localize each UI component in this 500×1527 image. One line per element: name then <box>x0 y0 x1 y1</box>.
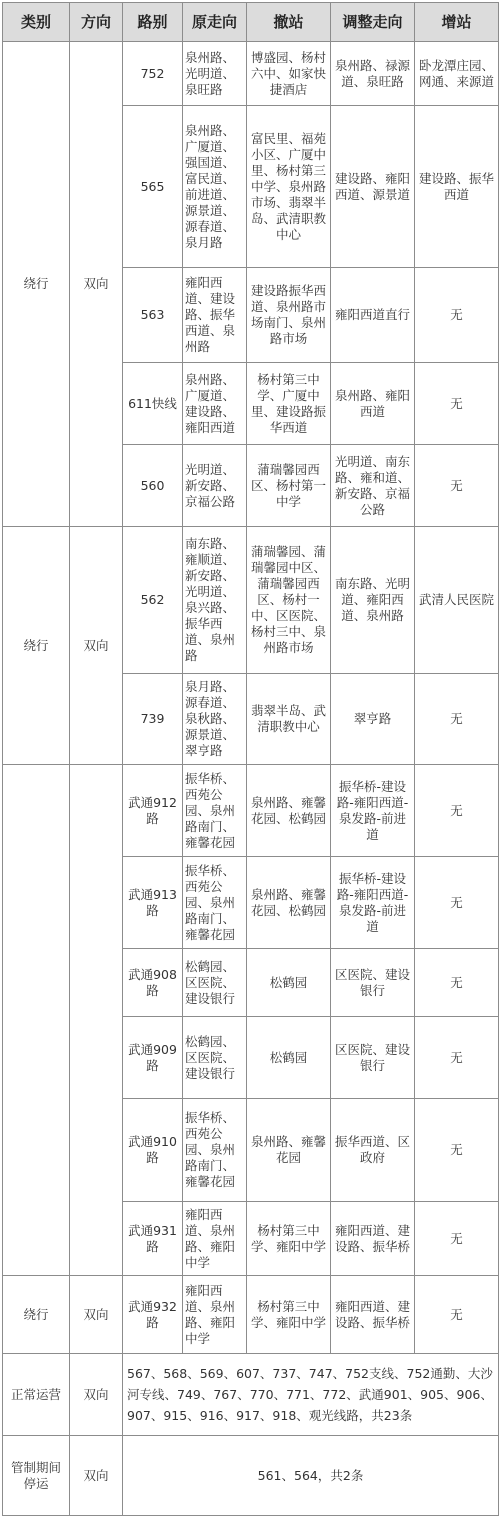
route-cell: 武通910路 <box>123 1099 183 1202</box>
category-cell: 绕行 <box>3 527 70 765</box>
original-cell: 雍阳西道、泉州路、雍阳中学 <box>183 1202 247 1276</box>
added-cell: 无 <box>415 445 499 527</box>
suspended-direction: 双向 <box>70 1436 123 1516</box>
original-cell: 松鹤园、区医院、建设银行 <box>183 1017 247 1099</box>
added-cell: 无 <box>415 363 499 445</box>
original-cell: 泉州路、广厦道、强国道、富民道、前进道、源景道、源春道、泉月路 <box>183 106 247 268</box>
table-row <box>3 1276 499 1354</box>
normal-category: 正常运营 <box>3 1354 70 1436</box>
route-cell: 武通908路 <box>123 949 183 1017</box>
original-cell: 雍阳西道、建设路、振华西道、泉州路 <box>183 268 247 363</box>
adjusted-cell: 区医院、建设银行 <box>331 949 415 1017</box>
removed-cell: 蒲瑞馨园西区、杨村第一中学 <box>247 445 331 527</box>
adjusted-cell: 泉州路、禄源道、泉旺路 <box>331 42 415 106</box>
normal-direction: 双向 <box>70 1354 123 1436</box>
table-row <box>3 42 499 106</box>
adjusted-cell: 雍阳西道、建设路、振华桥 <box>331 1276 415 1354</box>
direction-cell <box>70 765 123 1276</box>
route-cell: 562 <box>123 527 183 674</box>
header-original: 原走向 <box>183 3 247 42</box>
adjusted-cell: 翠亨路 <box>331 674 415 765</box>
removed-cell: 蒲瑞馨园、蒲瑞馨园中区、蒲瑞馨园西区、杨村一中、区医院、杨村三中、泉州路市场 <box>247 527 331 674</box>
added-cell: 无 <box>415 268 499 363</box>
original-cell: 松鹤园、区医院、建设银行 <box>183 949 247 1017</box>
adjusted-cell: 雍阳西道、建设路、振华桥 <box>331 1202 415 1276</box>
suspended-category: 管制期间停运 <box>3 1436 70 1516</box>
original-cell: 振华桥、西苑公园、泉州路南门、雍馨花园 <box>183 765 247 857</box>
added-cell: 无 <box>415 857 499 949</box>
direction-cell: 双向 <box>70 1276 123 1354</box>
adjusted-cell: 振华桥-建设路-雍阳西道-泉发路-前进道 <box>331 857 415 949</box>
removed-cell: 松鹤园 <box>247 1017 331 1099</box>
added-cell: 建设路、振华西道 <box>415 106 499 268</box>
category-cell: 绕行 <box>3 1276 70 1354</box>
original-cell: 泉月路、源春道、泉秋路、源景道、翠亨路 <box>183 674 247 765</box>
route-cell: 611快线 <box>123 363 183 445</box>
removed-cell: 泉州路、雍馨花园 <box>247 1099 331 1202</box>
removed-cell: 泉州路、雍馨花园、松鹤园 <box>247 765 331 857</box>
added-cell: 无 <box>415 765 499 857</box>
route-cell: 武通909路 <box>123 1017 183 1099</box>
direction-cell: 双向 <box>70 527 123 765</box>
removed-cell: 建设路振华西道、泉州路市场南门、泉州路市场 <box>247 268 331 363</box>
header-added: 增站 <box>415 3 499 42</box>
removed-cell: 泉州路、雍馨花园、松鹤园 <box>247 857 331 949</box>
route-cell: 武通931路 <box>123 1202 183 1276</box>
direction-cell: 双向 <box>70 42 123 527</box>
removed-cell: 翡翠半岛、武清职教中心 <box>247 674 331 765</box>
added-cell: 无 <box>415 1276 499 1354</box>
table-row <box>3 527 499 674</box>
added-cell: 无 <box>415 1017 499 1099</box>
route-cell: 752 <box>123 42 183 106</box>
removed-cell: 杨村第三中学、广厦中里、建设路振华西道 <box>247 363 331 445</box>
header-category: 类别 <box>3 3 70 42</box>
removed-cell: 博盛园、杨村六中、如家快捷酒店 <box>247 42 331 106</box>
route-cell: 563 <box>123 268 183 363</box>
adjusted-cell: 振华桥-建设路-雍阳西道-泉发路-前进道 <box>331 765 415 857</box>
adjusted-cell: 雍阳西道直行 <box>331 268 415 363</box>
original-cell: 泉州路、光明道、泉旺路 <box>183 42 247 106</box>
removed-cell: 杨村第三中学、雍阳中学 <box>247 1276 331 1354</box>
adjusted-cell: 建设路、雍阳西道、源景道 <box>331 106 415 268</box>
header-adjusted: 调整走向 <box>331 3 415 42</box>
removed-cell: 松鹤园 <box>247 949 331 1017</box>
normal-routes: 567、568、569、607、737、747、752支线、752通勤、大沙河专线、749、767、770、771、772、武通901、905、906、907、915、916、917、918、观光线路，共23条 <box>123 1354 499 1436</box>
adjusted-cell: 光明道、南东路、雍和道、新安路、京福公路 <box>331 445 415 527</box>
added-cell: 无 <box>415 674 499 765</box>
route-cell: 武通912路 <box>123 765 183 857</box>
added-cell: 武清人民医院 <box>415 527 499 674</box>
original-cell: 振华桥、西苑公园、泉州路南门、雍馨花园 <box>183 1099 247 1202</box>
table-row <box>3 765 499 857</box>
adjusted-cell: 区医院、建设银行 <box>331 1017 415 1099</box>
route-cell: 739 <box>123 674 183 765</box>
header-removed: 撤站 <box>247 3 331 42</box>
adjusted-cell: 振华西道、区政府 <box>331 1099 415 1202</box>
route-adjustment-table <box>2 2 499 1516</box>
suspended-row <box>3 1436 499 1516</box>
added-cell: 无 <box>415 1099 499 1202</box>
route-cell: 565 <box>123 106 183 268</box>
suspended-routes: 561、564，共2条 <box>123 1436 499 1516</box>
original-cell: 泉州路、广厦道、建设路、雍阳西道 <box>183 363 247 445</box>
normal-operation-row <box>3 1354 499 1436</box>
added-cell: 无 <box>415 1202 499 1276</box>
header-direction: 方向 <box>70 3 123 42</box>
adjusted-cell: 南东路、光明道、雍阳西道、泉州路 <box>331 527 415 674</box>
adjusted-cell: 泉州路、雍阳西道 <box>331 363 415 445</box>
route-cell: 武通932路 <box>123 1276 183 1354</box>
route-cell: 560 <box>123 445 183 527</box>
original-cell: 光明道、新安路、京福公路 <box>183 445 247 527</box>
removed-cell: 富民里、福苑小区、广厦中里、杨村第三中学、泉州路市场、翡翠半岛、武清职教中心 <box>247 106 331 268</box>
category-cell: 绕行 <box>3 42 70 527</box>
header-route: 路别 <box>123 3 183 42</box>
header-row <box>3 3 499 42</box>
category-cell <box>3 765 70 1276</box>
added-cell: 卧龙潭庄园、网通、来源道 <box>415 42 499 106</box>
route-cell: 武通913路 <box>123 857 183 949</box>
removed-cell: 杨村第三中学、雍阳中学 <box>247 1202 331 1276</box>
original-cell: 南东路、雍顺道、新安路、光明道、泉兴路、振华西道、泉州路 <box>183 527 247 674</box>
added-cell: 无 <box>415 949 499 1017</box>
original-cell: 振华桥、西苑公园、泉州路南门、雍馨花园 <box>183 857 247 949</box>
original-cell: 雍阳西道、泉州路、雍阳中学 <box>183 1276 247 1354</box>
